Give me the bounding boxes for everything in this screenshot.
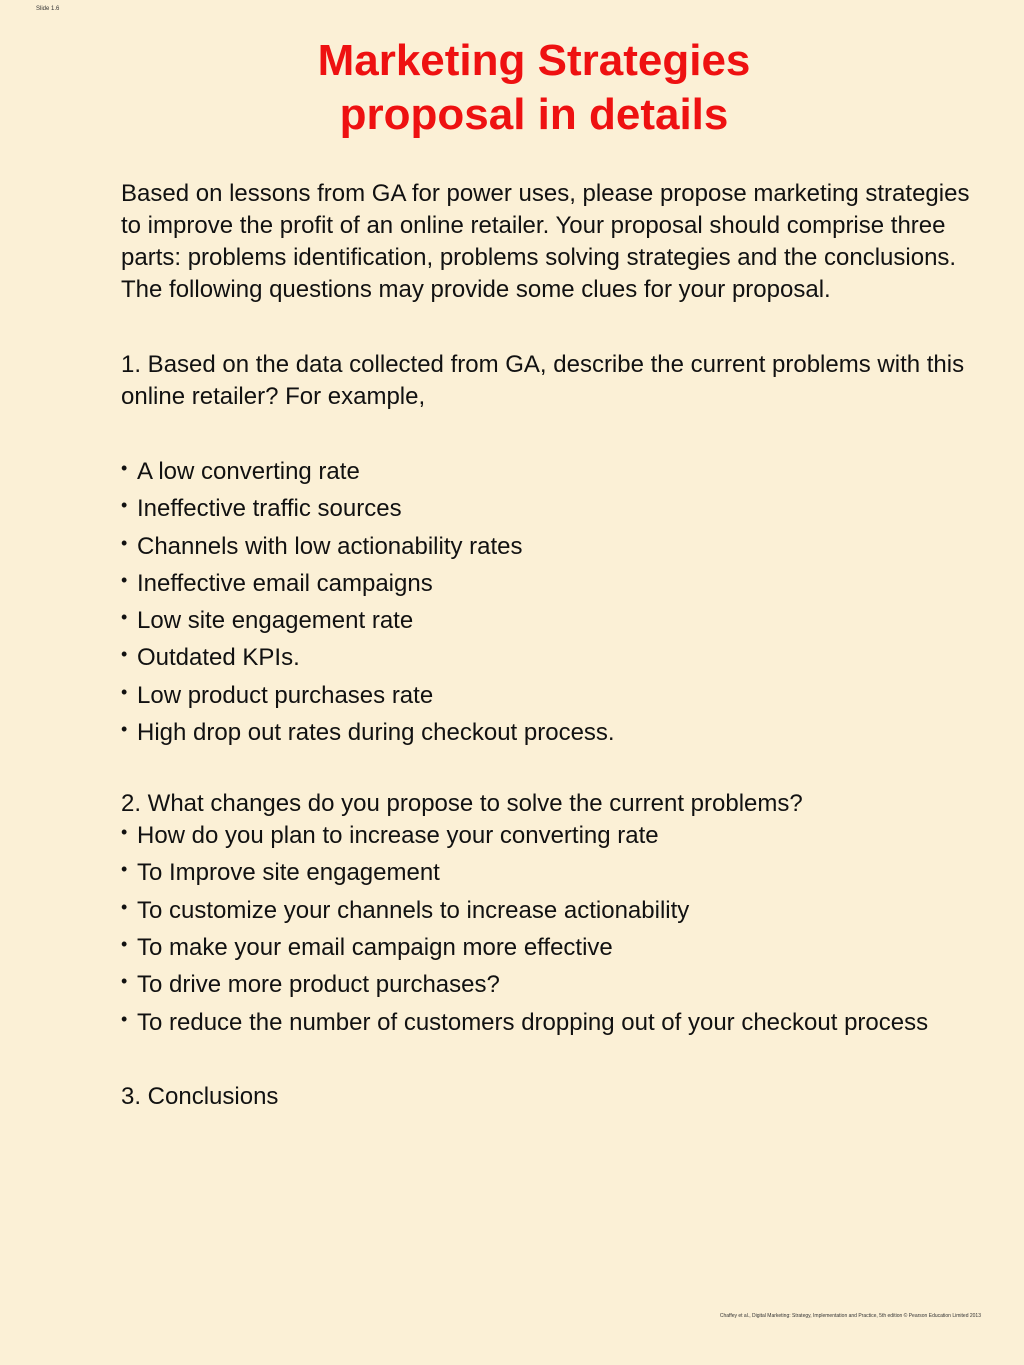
list-item (121, 456, 1001, 488)
list-item-text: Low site engagement rate (137, 607, 414, 635)
list-item-text: To customize your channels to increase actionability (137, 896, 690, 924)
bullet-icon: • (121, 532, 128, 553)
list-item (121, 568, 1001, 600)
bullet-icon: • (121, 822, 128, 843)
list-item (121, 969, 1001, 1001)
list-item-text: Ineffective traffic sources (137, 495, 402, 523)
list-item-text: A low converting rate (137, 458, 360, 485)
bullet-icon: • (121, 458, 128, 478)
list-item (121, 820, 1001, 852)
bullet-icon: • (121, 681, 128, 702)
list-item (121, 895, 1001, 927)
slide-number: Slide 1.6 (36, 6, 60, 12)
list-item (121, 680, 1001, 712)
bullet-icon: • (121, 644, 128, 665)
list-item (121, 1007, 1001, 1039)
list-item (121, 717, 1001, 749)
bullet-icon: • (121, 607, 128, 628)
list-item-text: To drive more product purchases? (137, 971, 500, 999)
list-item-text: Ineffective email campaigns (137, 569, 433, 597)
title-line-2: proposal in details (339, 90, 729, 139)
slide-title (0, 34, 1024, 142)
bullet-icon: • (121, 859, 128, 880)
bullet-icon: • (121, 719, 128, 740)
question-2: 2. What changes do you propose to solve the current problems? (121, 790, 803, 818)
bullet-icon: • (121, 569, 128, 590)
list-item-text: High drop out rates during checkout process. (137, 719, 615, 747)
list-item-text: Low product purchases rate (137, 681, 434, 709)
list-item-text: Channels with low actionability rates (137, 532, 523, 560)
list-item (121, 493, 1001, 525)
list-item-text: How do you plan to increase your converting rate (137, 822, 659, 850)
bullet-icon: • (121, 1008, 128, 1029)
list-item-text: To make your email campaign more effective (137, 933, 613, 961)
title-line-1: Marketing Strategies (317, 36, 751, 85)
list-item (121, 605, 1001, 637)
slide-body (121, 178, 1001, 1113)
list-item (121, 531, 1001, 563)
list-item-text: To Improve site engagement (137, 859, 440, 887)
bullet-icon: • (121, 896, 128, 917)
list-item (121, 857, 1001, 889)
intro-paragraph: Based on lessons from GA for power uses, please propose marketing strategies to improve the profit of an online retailer. Your proposal should comprise three parts: problems identification, problems solving strategies and the conclusions. The following questions may provide some clues for your proposal. (121, 180, 970, 303)
question-1-bullet-list (121, 456, 1001, 749)
bullet-icon: • (121, 495, 128, 516)
bullet-icon: • (121, 971, 128, 992)
copyright-footer: Chaffey et al., Digital Marketing: Strategy, Implementation and Practice, 5th edition © Pearson Education Limited 2013 (719, 1313, 981, 1319)
list-item (121, 642, 1001, 674)
list-item (121, 932, 1001, 964)
list-item-text: To reduce the number of customers dropping out of your checkout process (137, 1008, 929, 1036)
list-item-text: Outdated KPIs. (137, 644, 300, 672)
question-2-bullet-list (121, 820, 1001, 1038)
question-3: 3. Conclusions (121, 1082, 279, 1110)
bullet-icon: • (121, 933, 128, 954)
question-1: 1. Based on the data collected from GA, describe the current problems with this online retailer? For example, (121, 351, 965, 410)
